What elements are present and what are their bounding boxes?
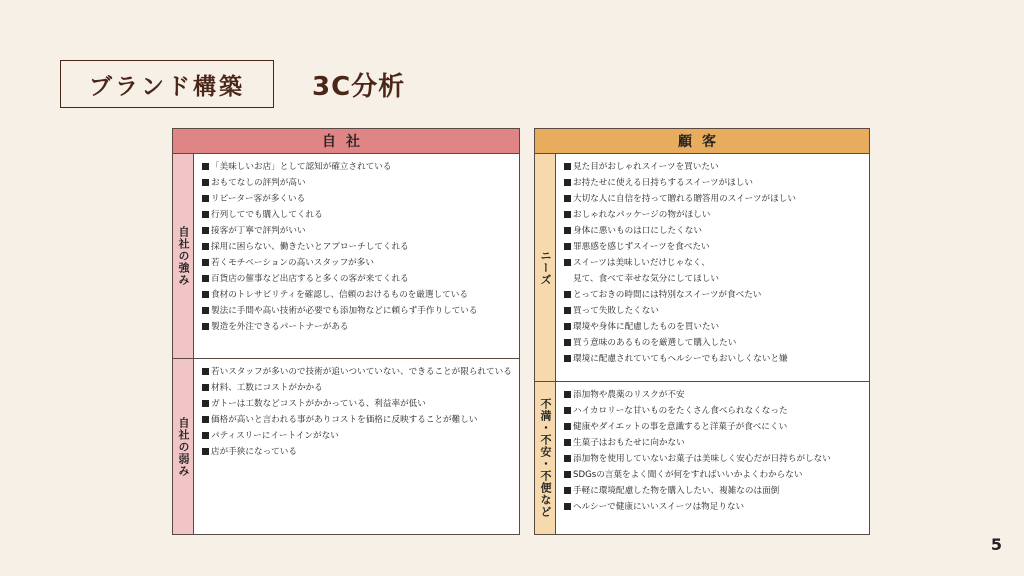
square-bullet-icon [564, 211, 571, 218]
list-item-text: リピーター客が多くいる [211, 194, 306, 204]
list-item [202, 428, 519, 444]
list-item [564, 271, 869, 287]
square-bullet-icon [564, 355, 571, 362]
square-bullet-icon [202, 291, 209, 298]
square-bullet-icon [202, 448, 209, 455]
list-item [564, 499, 869, 515]
list-item-text: 価格が高いと言われる事がありコストを価格に反映することが難しい [211, 415, 478, 425]
list-item [202, 271, 519, 287]
list-item-text: 身体に悪いものは口にしたくない [573, 226, 702, 236]
weaknesses-label: 自社の弱み [177, 416, 190, 477]
complaints-label: 不満・不安・不便など [539, 398, 552, 518]
weaknesses-row [173, 359, 519, 534]
list-item-text: 店が手狭になっている [211, 447, 297, 457]
page-number: 5 [990, 535, 1002, 554]
list-item [564, 387, 869, 403]
square-bullet-icon [564, 391, 571, 398]
square-bullet-icon [202, 163, 209, 170]
square-bullet-icon [202, 416, 209, 423]
list-item-text: 食材のトレサビリティを確認し、信頼のおけるものを厳選している [211, 290, 468, 300]
list-item [564, 419, 869, 435]
title-box [60, 60, 274, 108]
list-item-text: 若くモチベーションの高いスタッフが多い [211, 258, 374, 268]
square-bullet-icon [202, 275, 209, 282]
square-bullet-icon [202, 259, 209, 266]
list-item-text: 買う意味のあるものを厳選して購入したい [573, 338, 737, 348]
square-bullet-icon [202, 400, 209, 407]
list-item [202, 191, 519, 207]
list-item-text: ガトーは工数などコストがかかっている、利益率が低い [211, 399, 426, 409]
list-item-text: ハイカロリーな甘いものをたくさん食べられなくなった [573, 406, 788, 416]
square-bullet-icon [564, 291, 571, 298]
complaints-row [535, 382, 869, 534]
list-item [564, 255, 869, 271]
list-item [202, 364, 519, 380]
list-item-text: お持たせに使える日持ちするスイーツがほしい [573, 178, 753, 188]
list-item [564, 287, 869, 303]
list-item-text: 添加物や農薬のリスクが不安 [573, 390, 685, 400]
list-item-text: 製法に手間や高い技術が必要でも添加物などに頼らず手作りしている [211, 306, 478, 316]
complaints-list [556, 382, 869, 534]
square-bullet-icon [202, 432, 209, 439]
needs-label: ニーズ [539, 249, 552, 286]
needs-list [556, 154, 869, 381]
strengths-label: 自社の強み [177, 226, 190, 286]
strengths-label-cell [173, 154, 194, 358]
square-bullet-icon [564, 339, 571, 346]
list-item-text: 環境や身体に配慮したものを買いたい [573, 322, 720, 332]
complaints-label-cell [535, 382, 556, 534]
list-item [202, 303, 519, 319]
list-item [564, 207, 869, 223]
square-bullet-icon [564, 423, 571, 430]
square-bullet-icon [564, 487, 571, 494]
list-item [564, 467, 869, 483]
list-item-text: 行列してでも購入してくれる [211, 210, 323, 220]
list-item [564, 159, 869, 175]
list-item-text: 若いスタッフが多いので技術が追いついていない、できることが限られている [211, 367, 512, 377]
square-bullet-icon [564, 243, 571, 250]
list-item-text: 接客が丁寧で評判がいい [211, 226, 306, 236]
list-item [202, 444, 519, 460]
list-item [202, 223, 519, 239]
list-item-text: 買って失敗したくない [573, 306, 659, 316]
list-item [564, 483, 869, 499]
list-item-text: おしゃれなパッケージの物がほしい [573, 210, 711, 220]
list-item [564, 303, 869, 319]
list-item-text: 百貨店の催事など出店すると多くの客が来てくれる [211, 274, 409, 284]
square-bullet-icon [202, 384, 209, 391]
list-item [564, 191, 869, 207]
square-bullet-icon [202, 179, 209, 186]
list-item [202, 255, 519, 271]
square-bullet-icon [202, 323, 209, 330]
list-item [202, 319, 519, 335]
list-item [564, 175, 869, 191]
weaknesses-list [194, 359, 519, 534]
list-item [202, 159, 519, 175]
list-item-text: 採用に困らない、働きたいとアプローチしてくれる [211, 242, 409, 252]
square-bullet-icon [564, 259, 571, 266]
square-bullet-icon [564, 471, 571, 478]
square-bullet-icon [564, 323, 571, 330]
list-item [564, 335, 869, 351]
page-subtitle: 3C分析 [312, 72, 406, 102]
list-item-text: 生菓子はおもたせに向かない [573, 438, 685, 448]
strengths-row [173, 154, 519, 359]
square-bullet-icon [564, 195, 571, 202]
list-item [564, 223, 869, 239]
list-item-text: 見て、食べて幸せな気分にしてほしい [573, 274, 719, 284]
list-item-text: 材料、工数にコストがかかる [211, 383, 323, 393]
square-bullet-icon [202, 195, 209, 202]
company-panel [172, 128, 520, 535]
square-bullet-icon [202, 368, 209, 375]
list-item [564, 451, 869, 467]
list-item-text: ヘルシーで健康にいいスイーツは物足りない [573, 502, 745, 512]
square-bullet-icon [202, 227, 209, 234]
list-item [202, 239, 519, 255]
list-item-text: SDGsの言葉をよく聞くが何をすればいいかよくわからない [573, 470, 803, 480]
list-item-text: おもてなしの評判が高い [211, 178, 306, 188]
list-item-text: 健康やダイエットの事を意識すると洋菓子が食べにくい [573, 422, 788, 432]
list-item [564, 319, 869, 335]
square-bullet-icon [564, 455, 571, 462]
square-bullet-icon [564, 227, 571, 234]
list-item-text: とっておきの時間には特別なスイーツが食べたい [573, 290, 762, 300]
customer-panel [534, 128, 870, 535]
list-item [564, 351, 869, 367]
square-bullet-icon [564, 439, 571, 446]
list-item-text: 製造を外注できるパートナーがある [211, 322, 349, 332]
strengths-list [194, 154, 519, 358]
needs-row [535, 154, 869, 382]
square-bullet-icon [564, 307, 571, 314]
square-bullet-icon [202, 307, 209, 314]
list-item [202, 380, 519, 396]
square-bullet-icon [564, 407, 571, 414]
list-item [202, 396, 519, 412]
list-item-text: 見た目がおしゃれスイーツを買いたい [573, 162, 719, 172]
square-bullet-icon [202, 211, 209, 218]
list-item [202, 287, 519, 303]
list-item [202, 412, 519, 428]
page-title: ブランド構築 [89, 73, 245, 100]
list-item-text: 大切な人に自信を持って贈れる贈答用のスイーツがほしい [573, 194, 796, 204]
square-bullet-icon [564, 163, 571, 170]
list-item-text: 罪悪感を感じずスイーツを食べたい [573, 242, 710, 252]
list-item-text: 手軽に環境配慮した物を購入したい、複雑なのは面倒 [573, 486, 780, 496]
list-item [202, 175, 519, 191]
list-item-text: 環境に配慮されていてもヘルシーでもおいしくないと嫌 [573, 354, 788, 364]
list-item-text: パティスリーにイートインがない [211, 431, 339, 441]
list-item [564, 403, 869, 419]
list-item [564, 239, 869, 255]
list-item-text: 添加物を使用していないお菓子は美味しく安心だが日持ちがしない [573, 454, 831, 464]
list-item [202, 207, 519, 223]
list-item-text: 「美味しいお店」として認知が確立されている [211, 162, 392, 172]
square-bullet-icon [564, 179, 571, 186]
list-item-text: スイーツは美味しいだけじゃなく、 [573, 258, 710, 268]
customer-panel-header: 顧客 [535, 129, 869, 154]
company-panel-header: 自社 [173, 129, 519, 154]
square-bullet-icon [202, 243, 209, 250]
square-bullet-icon [564, 503, 571, 510]
list-item [564, 435, 869, 451]
weaknesses-label-cell [173, 359, 194, 534]
needs-label-cell [535, 154, 556, 381]
